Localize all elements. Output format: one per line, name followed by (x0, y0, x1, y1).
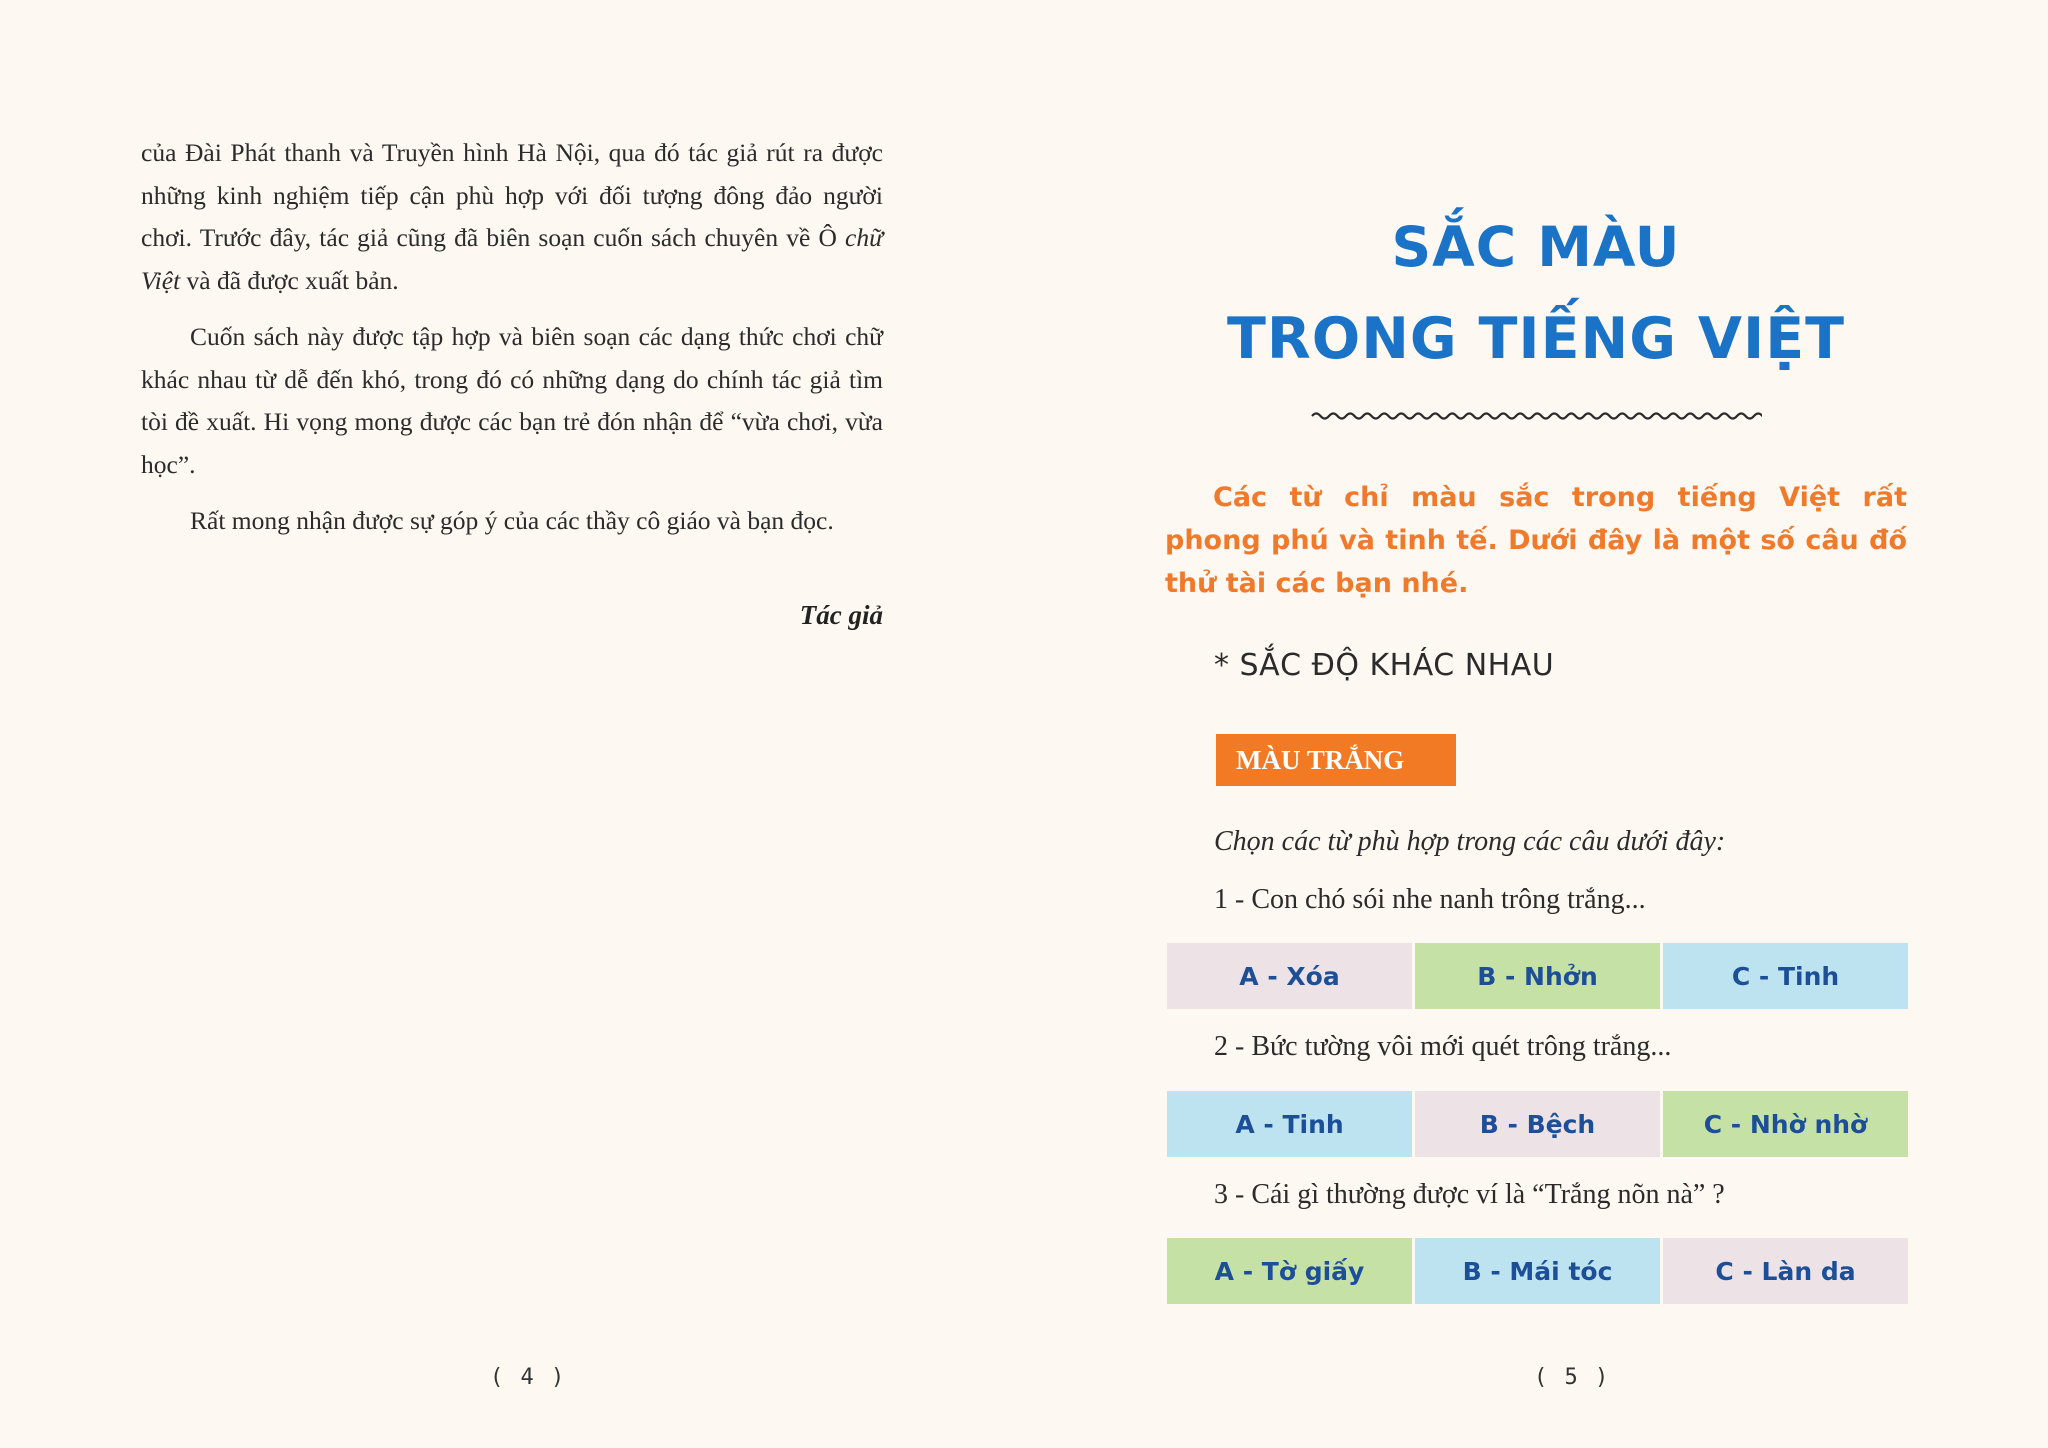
option-3a[interactable]: A - Tờ giấy (1167, 1238, 1412, 1304)
options-row-1 (1167, 943, 1908, 1009)
paragraph-2: Cuốn sách này được tập hợp và biên soạn các dạng thức chơi chữ khác nhau từ dễ đến khó, trong đó có những dạng do chính tác giả tìm tòi đề xuất. Hi vọng mong được các bạn trẻ đón nhận để “vừa chơi, vừa học”. (141, 322, 883, 479)
option-1c[interactable]: C - Tinh (1663, 943, 1908, 1009)
section-heading: * SẮC ĐỘ KHÁC NHAU (1214, 648, 1555, 683)
author-signature: Tác giả (799, 600, 883, 630)
paragraph-1: của Đài Phát thanh và Truyền hình Hà Nội, qua đó tác giả rút ra được những kinh nghiệm tiếp cận phù hợp với đối tượng đông đảo người chơi. Trước đây, tác giả cũng đã biên soạn cuốn sách chuyên về Ô chữ Việt và đã được xuất bản. (141, 138, 883, 295)
option-1a[interactable]: A - Xóa (1167, 943, 1412, 1009)
option-2a[interactable]: A - Tinh (1167, 1091, 1412, 1157)
question-3: 3 - Cái gì thường được ví là “Trắng nõn nà” ? (1214, 1179, 1725, 1210)
page-number-left: ( 4 ) (490, 1365, 567, 1390)
question-2: 2 - Bức tường vôi mới quét trông trắng... (1214, 1031, 1672, 1062)
paragraph-3: Rất mong nhận được sự góp ý của các thầy cô giáo và bạn đọc. (190, 506, 834, 535)
right-page (1024, 0, 2048, 1448)
italic-title: chữ Việt (141, 223, 883, 295)
options-row-3 (1167, 1238, 1908, 1304)
color-tag-label: MÀU TRẮNG (1216, 734, 1456, 786)
chapter-title-line-2: TRONG TIẾNG VIỆT (1226, 306, 1846, 372)
question-1: 1 - Con chó sói nhe nanh trông trắng... (1214, 884, 1646, 915)
instruction-text: Chọn các từ phù hợp trong các câu dưới đây: (1214, 826, 1726, 857)
wavy-divider (1310, 404, 1762, 428)
option-3b[interactable]: B - Mái tóc (1415, 1238, 1660, 1304)
option-3c[interactable]: C - Làn da (1663, 1238, 1908, 1304)
option-2c[interactable]: C - Nhờ nhờ (1663, 1091, 1908, 1157)
left-page-body (141, 132, 883, 557)
option-1b[interactable]: B - Nhởn (1415, 943, 1660, 1009)
options-row-2 (1167, 1091, 1908, 1157)
option-2b[interactable]: B - Bệch (1415, 1091, 1660, 1157)
chapter-title-line-1: SẮC MÀU (1391, 215, 1681, 279)
page-number-right: ( 5 ) (1534, 1365, 1611, 1390)
intro-paragraph: Các từ chỉ màu sắc trong tiếng Việt rất phong phú và tinh tế. Dưới đây là một số câu đố thử tài các bạn nhé. (1165, 482, 1907, 599)
